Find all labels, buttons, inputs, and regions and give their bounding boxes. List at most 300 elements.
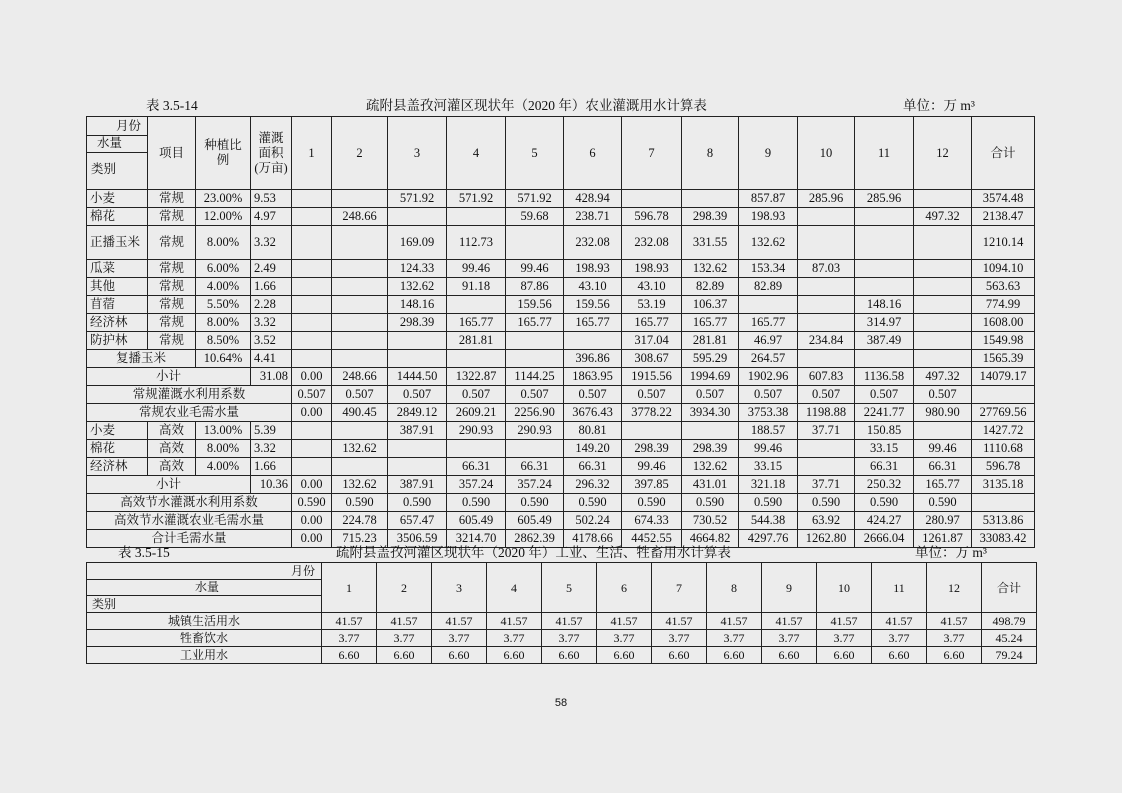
- month-value-cell: 280.97: [914, 512, 972, 530]
- month-value-cell: [798, 296, 855, 314]
- gross-demand-row: [87, 512, 1035, 530]
- month-value-cell: 321.18: [739, 476, 798, 494]
- month-value-cell: 3.77: [927, 630, 982, 647]
- month-value-cell: 3676.43: [564, 404, 622, 422]
- ratio-cell: 5.50%: [196, 296, 251, 314]
- month-value-cell: 285.96: [798, 190, 855, 208]
- corner-category-label: 类别: [92, 597, 117, 611]
- month-value-cell: 0.507: [332, 386, 388, 404]
- month-value-cell: 0.590: [682, 494, 739, 512]
- month-value-cell: 41.57: [597, 613, 652, 630]
- month-value-cell: 3.77: [872, 630, 927, 647]
- month-value-cell: 3.77: [817, 630, 872, 647]
- row-total-cell: 1549.98: [972, 332, 1035, 350]
- ratio-cell: 10.64%: [196, 350, 251, 368]
- month-value-cell: 715.23: [332, 530, 388, 548]
- crop-name-cell: 瓜菜: [87, 260, 148, 278]
- month-value-cell: [798, 314, 855, 332]
- month-value-cell: 980.90: [914, 404, 972, 422]
- month-value-cell: 544.38: [739, 512, 798, 530]
- month-value-cell: 1444.50: [388, 368, 447, 386]
- month-value-cell: 1863.95: [564, 368, 622, 386]
- month-value-cell: 497.32: [914, 208, 972, 226]
- month-value-cell: 33.15: [855, 440, 914, 458]
- area-cell: 3.52: [251, 332, 292, 350]
- row-total-cell: 563.63: [972, 278, 1035, 296]
- month-value-cell: 87.86: [506, 278, 564, 296]
- month-value-cell: 0.507: [855, 386, 914, 404]
- item-cell: 常规: [148, 260, 196, 278]
- month-value-cell: [332, 350, 388, 368]
- month-value-cell: [914, 422, 972, 440]
- item-cell: 常规: [148, 296, 196, 314]
- month-value-cell: 1261.87: [914, 530, 972, 548]
- item-cell: 常规: [148, 314, 196, 332]
- month-value-cell: 6.60: [487, 647, 542, 664]
- gross-demand-row: [87, 404, 1035, 422]
- table1-unit: 单位：万 m³: [903, 98, 975, 113]
- month-value-cell: 132.62: [332, 440, 388, 458]
- month-value-cell: [332, 226, 388, 260]
- coefficient-row-label: 高效节水灌溉水利用系数: [87, 494, 292, 512]
- category-label-cell: 工业用水: [87, 647, 322, 664]
- month-value-cell: [682, 190, 739, 208]
- month-value-cell: 0.590: [447, 494, 506, 512]
- crop-name-cell: 复播玉米: [87, 350, 196, 368]
- table2-title: 疏附县盖孜河灌区现状年（2020 年）工业、生活、牲畜用水计算表: [336, 545, 731, 560]
- ratio-cell: 8.50%: [196, 332, 251, 350]
- month-value-cell: 87.03: [798, 260, 855, 278]
- month-value-cell: 6.60: [597, 647, 652, 664]
- month-value-cell: 3778.22: [622, 404, 682, 422]
- month-value-cell: 99.46: [622, 458, 682, 476]
- crop-name-cell: 小麦: [87, 422, 148, 440]
- coefficient-row-label: 常规灌溉水利用系数: [87, 386, 292, 404]
- row-total-cell: 2138.47: [972, 208, 1035, 226]
- month-value-cell: 0.507: [388, 386, 447, 404]
- month-value-cell: 296.32: [564, 476, 622, 494]
- month-value-cell: 59.68: [506, 208, 564, 226]
- month-value-cell: 124.33: [388, 260, 447, 278]
- row-total-cell: 79.24: [982, 647, 1037, 664]
- month-value-cell: 730.52: [682, 512, 739, 530]
- month-value-cell: 169.09: [388, 226, 447, 260]
- month-value-cell: [292, 278, 332, 296]
- month-value-cell: 63.92: [798, 512, 855, 530]
- month-value-cell: [292, 260, 332, 278]
- page-number: 58: [554, 697, 568, 709]
- month-value-cell: 285.96: [855, 190, 914, 208]
- month-value-cell: 43.10: [622, 278, 682, 296]
- area-cell: 9.53: [251, 190, 292, 208]
- row-total-cell: 5313.86: [972, 512, 1035, 530]
- crop-row: [87, 350, 1035, 368]
- water-use-row: [87, 647, 1037, 664]
- month-value-cell: 571.92: [388, 190, 447, 208]
- month-value-cell: 99.46: [914, 440, 972, 458]
- month-value-cell: 497.32: [914, 368, 972, 386]
- month-value-cell: 41.57: [487, 613, 542, 630]
- month-value-cell: 357.24: [447, 476, 506, 494]
- month-value-cell: 41.57: [872, 613, 927, 630]
- month-value-cell: [914, 350, 972, 368]
- month-value-cell: 6.60: [927, 647, 982, 664]
- month-value-cell: 43.10: [564, 278, 622, 296]
- month-value-cell: 0.590: [855, 494, 914, 512]
- month-value-cell: [447, 296, 506, 314]
- crop-name-cell: 正播玉米: [87, 226, 148, 260]
- month-value-cell: 1994.69: [682, 368, 739, 386]
- month-value-cell: [506, 440, 564, 458]
- category-label-cell: 牲畜饮水: [87, 630, 322, 647]
- month-header: 6: [564, 117, 622, 190]
- month-header: 5: [542, 563, 597, 613]
- row-total-cell: 498.79: [982, 613, 1037, 630]
- month-value-cell: 41.57: [377, 613, 432, 630]
- month-value-cell: 3.77: [652, 630, 707, 647]
- month-header: 10: [798, 117, 855, 190]
- month-value-cell: [292, 226, 332, 260]
- agri-irrigation-table: [86, 116, 1035, 548]
- month-value-cell: 0.590: [506, 494, 564, 512]
- month-value-cell: 41.57: [652, 613, 707, 630]
- month-value-cell: [682, 422, 739, 440]
- row-total-cell: 1094.10: [972, 260, 1035, 278]
- month-value-cell: 0.507: [739, 386, 798, 404]
- month-value-cell: 607.83: [798, 368, 855, 386]
- ratio-cell: 4.00%: [196, 458, 251, 476]
- month-header: 11: [855, 117, 914, 190]
- month-value-cell: [332, 190, 388, 208]
- crop-name-cell: 经济林: [87, 458, 148, 476]
- month-value-cell: 3934.30: [682, 404, 739, 422]
- month-value-cell: 0.507: [447, 386, 506, 404]
- month-value-cell: 0.507: [292, 386, 332, 404]
- month-value-cell: 3506.59: [388, 530, 447, 548]
- ratio-cell: 4.00%: [196, 278, 251, 296]
- month-value-cell: 1262.80: [798, 530, 855, 548]
- month-value-cell: [739, 296, 798, 314]
- month-value-cell: 165.77: [622, 314, 682, 332]
- month-value-cell: [914, 332, 972, 350]
- month-value-cell: [388, 458, 447, 476]
- month-value-cell: [914, 260, 972, 278]
- item-cell: 常规: [148, 278, 196, 296]
- corner-water-label: 水量: [97, 136, 123, 150]
- month-header: 2: [332, 117, 388, 190]
- month-value-cell: [798, 278, 855, 296]
- month-value-cell: 0.507: [682, 386, 739, 404]
- month-value-cell: 0.590: [622, 494, 682, 512]
- row-total-cell: 3574.48: [972, 190, 1035, 208]
- ratio-cell: 8.00%: [196, 226, 251, 260]
- month-value-cell: [292, 422, 332, 440]
- header-row: [87, 563, 1037, 613]
- month-value-cell: 0.507: [622, 386, 682, 404]
- month-value-cell: 3.77: [432, 630, 487, 647]
- month-value-cell: 148.16: [388, 296, 447, 314]
- month-value-cell: 238.71: [564, 208, 622, 226]
- month-value-cell: 53.19: [622, 296, 682, 314]
- month-header: 11: [872, 563, 927, 613]
- month-value-cell: [332, 332, 388, 350]
- subtotal-row: [87, 476, 1035, 494]
- month-value-cell: 66.31: [447, 458, 506, 476]
- area-cell: 3.32: [251, 226, 292, 260]
- month-value-cell: 198.93: [564, 260, 622, 278]
- month-value-cell: [798, 458, 855, 476]
- row-total-cell: [972, 386, 1035, 404]
- month-header: 12: [914, 117, 972, 190]
- area-cell: 4.41: [251, 350, 292, 368]
- month-value-cell: 502.24: [564, 512, 622, 530]
- month-value-cell: 605.49: [447, 512, 506, 530]
- corner-header-cell: [87, 563, 322, 613]
- row-total-cell: 3135.18: [972, 476, 1035, 494]
- month-value-cell: 2256.90: [506, 404, 564, 422]
- month-value-cell: 2666.04: [855, 530, 914, 548]
- month-value-cell: 80.81: [564, 422, 622, 440]
- month-value-cell: 298.39: [622, 440, 682, 458]
- month-value-cell: 41.57: [432, 613, 487, 630]
- category-label-cell: 城镇生活用水: [87, 613, 322, 630]
- month-value-cell: 66.31: [564, 458, 622, 476]
- month-value-cell: 3.77: [487, 630, 542, 647]
- month-value-cell: 3.77: [597, 630, 652, 647]
- month-value-cell: [447, 350, 506, 368]
- month-value-cell: [914, 278, 972, 296]
- item-cell: 高效: [148, 422, 196, 440]
- item-cell: 常规: [148, 190, 196, 208]
- month-value-cell: 0.590: [739, 494, 798, 512]
- month-value-cell: 0.507: [506, 386, 564, 404]
- table2-unit: 单位：万 m³: [915, 545, 987, 560]
- month-value-cell: 132.62: [739, 226, 798, 260]
- month-header: 9: [762, 563, 817, 613]
- area-cell: 3.32: [251, 314, 292, 332]
- month-value-cell: [855, 260, 914, 278]
- crop-row: [87, 458, 1035, 476]
- month-value-cell: 112.73: [447, 226, 506, 260]
- month-value-cell: 4297.76: [739, 530, 798, 548]
- item-header: 项目: [148, 117, 196, 190]
- month-value-cell: 657.47: [388, 512, 447, 530]
- ratio-cell: 8.00%: [196, 440, 251, 458]
- month-value-cell: 159.56: [564, 296, 622, 314]
- month-value-cell: 674.33: [622, 512, 682, 530]
- month-value-cell: 159.56: [506, 296, 564, 314]
- month-value-cell: 387.91: [388, 476, 447, 494]
- ratio-cell: 23.00%: [196, 190, 251, 208]
- crop-row: [87, 440, 1035, 458]
- month-value-cell: 132.62: [388, 278, 447, 296]
- item-cell: 高效: [148, 440, 196, 458]
- month-header: 3: [432, 563, 487, 613]
- month-value-cell: [292, 314, 332, 332]
- month-value-cell: 41.57: [542, 613, 597, 630]
- corner-month-label: 月份: [115, 119, 141, 133]
- month-value-cell: 4664.82: [682, 530, 739, 548]
- crop-name-cell: 防护林: [87, 332, 148, 350]
- row-total-cell: 596.78: [972, 458, 1035, 476]
- month-value-cell: 490.45: [332, 404, 388, 422]
- month-value-cell: 0.507: [798, 386, 855, 404]
- area-cell: 1.66: [251, 278, 292, 296]
- month-header: 7: [622, 117, 682, 190]
- month-value-cell: 41.57: [927, 613, 982, 630]
- month-value-cell: 387.49: [855, 332, 914, 350]
- month-value-cell: 6.60: [652, 647, 707, 664]
- month-value-cell: 264.57: [739, 350, 798, 368]
- month-value-cell: 6.60: [762, 647, 817, 664]
- corner-month-label: 月份: [290, 564, 315, 578]
- ratio-header: 种植比例: [196, 117, 251, 190]
- grand-total-row-label: 合计毛需水量: [87, 530, 292, 548]
- month-header: 10: [817, 563, 872, 613]
- crop-row: [87, 314, 1035, 332]
- month-header: 2: [377, 563, 432, 613]
- month-value-cell: 2849.12: [388, 404, 447, 422]
- month-value-cell: [506, 332, 564, 350]
- gross-demand-row-label: 常规农业毛需水量: [87, 404, 292, 422]
- crop-row: [87, 422, 1035, 440]
- month-value-cell: [447, 208, 506, 226]
- crop-row: [87, 208, 1035, 226]
- month-value-cell: 198.93: [739, 208, 798, 226]
- month-value-cell: 0.00: [292, 368, 332, 386]
- crop-row: [87, 260, 1035, 278]
- month-value-cell: [292, 208, 332, 226]
- month-value-cell: 298.39: [682, 440, 739, 458]
- month-value-cell: 150.85: [855, 422, 914, 440]
- month-value-cell: 387.91: [388, 422, 447, 440]
- month-value-cell: 4452.55: [622, 530, 682, 548]
- corner-category-label: 类别: [91, 162, 117, 176]
- month-value-cell: 431.01: [682, 476, 739, 494]
- month-value-cell: [332, 422, 388, 440]
- month-value-cell: [332, 278, 388, 296]
- month-value-cell: 571.92: [447, 190, 506, 208]
- month-value-cell: [855, 226, 914, 260]
- month-value-cell: 298.39: [682, 208, 739, 226]
- month-value-cell: 357.24: [506, 476, 564, 494]
- ratio-cell: 8.00%: [196, 314, 251, 332]
- month-value-cell: 165.77: [914, 476, 972, 494]
- month-value-cell: 165.77: [739, 314, 798, 332]
- month-value-cell: [798, 226, 855, 260]
- month-header: 4: [487, 563, 542, 613]
- month-value-cell: 6.60: [817, 647, 872, 664]
- month-header: 1: [322, 563, 377, 613]
- month-value-cell: 6.60: [872, 647, 927, 664]
- crop-row: [87, 226, 1035, 260]
- month-value-cell: 3214.70: [447, 530, 506, 548]
- crop-name-cell: 棉花: [87, 440, 148, 458]
- month-value-cell: [332, 260, 388, 278]
- month-value-cell: [447, 440, 506, 458]
- month-value-cell: 0.590: [914, 494, 972, 512]
- month-value-cell: 153.34: [739, 260, 798, 278]
- month-value-cell: 0.507: [564, 386, 622, 404]
- row-total-cell: 1565.39: [972, 350, 1035, 368]
- month-value-cell: 0.00: [292, 404, 332, 422]
- month-value-cell: 6.60: [322, 647, 377, 664]
- month-header: 8: [707, 563, 762, 613]
- month-value-cell: 66.31: [506, 458, 564, 476]
- industry-domestic-livestock-table: [86, 562, 1037, 664]
- total-header: 合计: [972, 117, 1035, 190]
- month-value-cell: 232.08: [564, 226, 622, 260]
- month-value-cell: 3753.38: [739, 404, 798, 422]
- month-value-cell: 234.84: [798, 332, 855, 350]
- crop-row: [87, 296, 1035, 314]
- month-value-cell: 46.97: [739, 332, 798, 350]
- month-value-cell: 41.57: [762, 613, 817, 630]
- month-value-cell: 106.37: [682, 296, 739, 314]
- month-value-cell: [914, 226, 972, 260]
- month-value-cell: 0.590: [798, 494, 855, 512]
- month-value-cell: 1136.58: [855, 368, 914, 386]
- month-header: 12: [927, 563, 982, 613]
- month-header: 7: [652, 563, 707, 613]
- crop-name-cell: 经济林: [87, 314, 148, 332]
- month-value-cell: 82.89: [682, 278, 739, 296]
- month-value-cell: 4178.66: [564, 530, 622, 548]
- gross-demand-row-label: 高效节水灌溉农业毛需水量: [87, 512, 292, 530]
- coefficient-row: [87, 386, 1035, 404]
- crop-name-cell: 小麦: [87, 190, 148, 208]
- month-header: 4: [447, 117, 506, 190]
- month-value-cell: 224.78: [332, 512, 388, 530]
- month-value-cell: 595.29: [682, 350, 739, 368]
- subtotal-label: 小计: [87, 476, 251, 494]
- item-cell: 常规: [148, 332, 196, 350]
- area-cell: 31.08: [251, 368, 292, 386]
- table1-title: 疏附县盖孜河灌区现状年（2020 年）农业灌溉用水计算表: [366, 98, 707, 113]
- month-value-cell: 0.590: [564, 494, 622, 512]
- month-value-cell: [622, 422, 682, 440]
- month-value-cell: 6.60: [377, 647, 432, 664]
- month-value-cell: 596.78: [622, 208, 682, 226]
- month-value-cell: [292, 332, 332, 350]
- ratio-cell: 12.00%: [196, 208, 251, 226]
- row-total-cell: 45.24: [982, 630, 1037, 647]
- header-row: [87, 117, 1035, 190]
- month-value-cell: 1902.96: [739, 368, 798, 386]
- month-value-cell: 198.93: [622, 260, 682, 278]
- month-value-cell: [332, 296, 388, 314]
- month-value-cell: 6.60: [432, 647, 487, 664]
- table1-number: 表 3.5-14: [146, 98, 198, 113]
- month-value-cell: 232.08: [622, 226, 682, 260]
- month-value-cell: 132.62: [332, 476, 388, 494]
- month-value-cell: 6.60: [542, 647, 597, 664]
- crop-name-cell: 其他: [87, 278, 148, 296]
- month-value-cell: 99.46: [739, 440, 798, 458]
- month-value-cell: [914, 296, 972, 314]
- row-total-cell: 33083.42: [972, 530, 1035, 548]
- month-value-cell: 248.66: [332, 368, 388, 386]
- row-total-cell: 27769.56: [972, 404, 1035, 422]
- area-cell: 10.36: [251, 476, 292, 494]
- crop-name-cell: 棉花: [87, 208, 148, 226]
- month-value-cell: [855, 278, 914, 296]
- area-cell: 3.32: [251, 440, 292, 458]
- month-value-cell: [914, 314, 972, 332]
- area-header: 灌溉面积(万亩): [251, 117, 292, 190]
- month-value-cell: 33.15: [739, 458, 798, 476]
- month-value-cell: 1322.87: [447, 368, 506, 386]
